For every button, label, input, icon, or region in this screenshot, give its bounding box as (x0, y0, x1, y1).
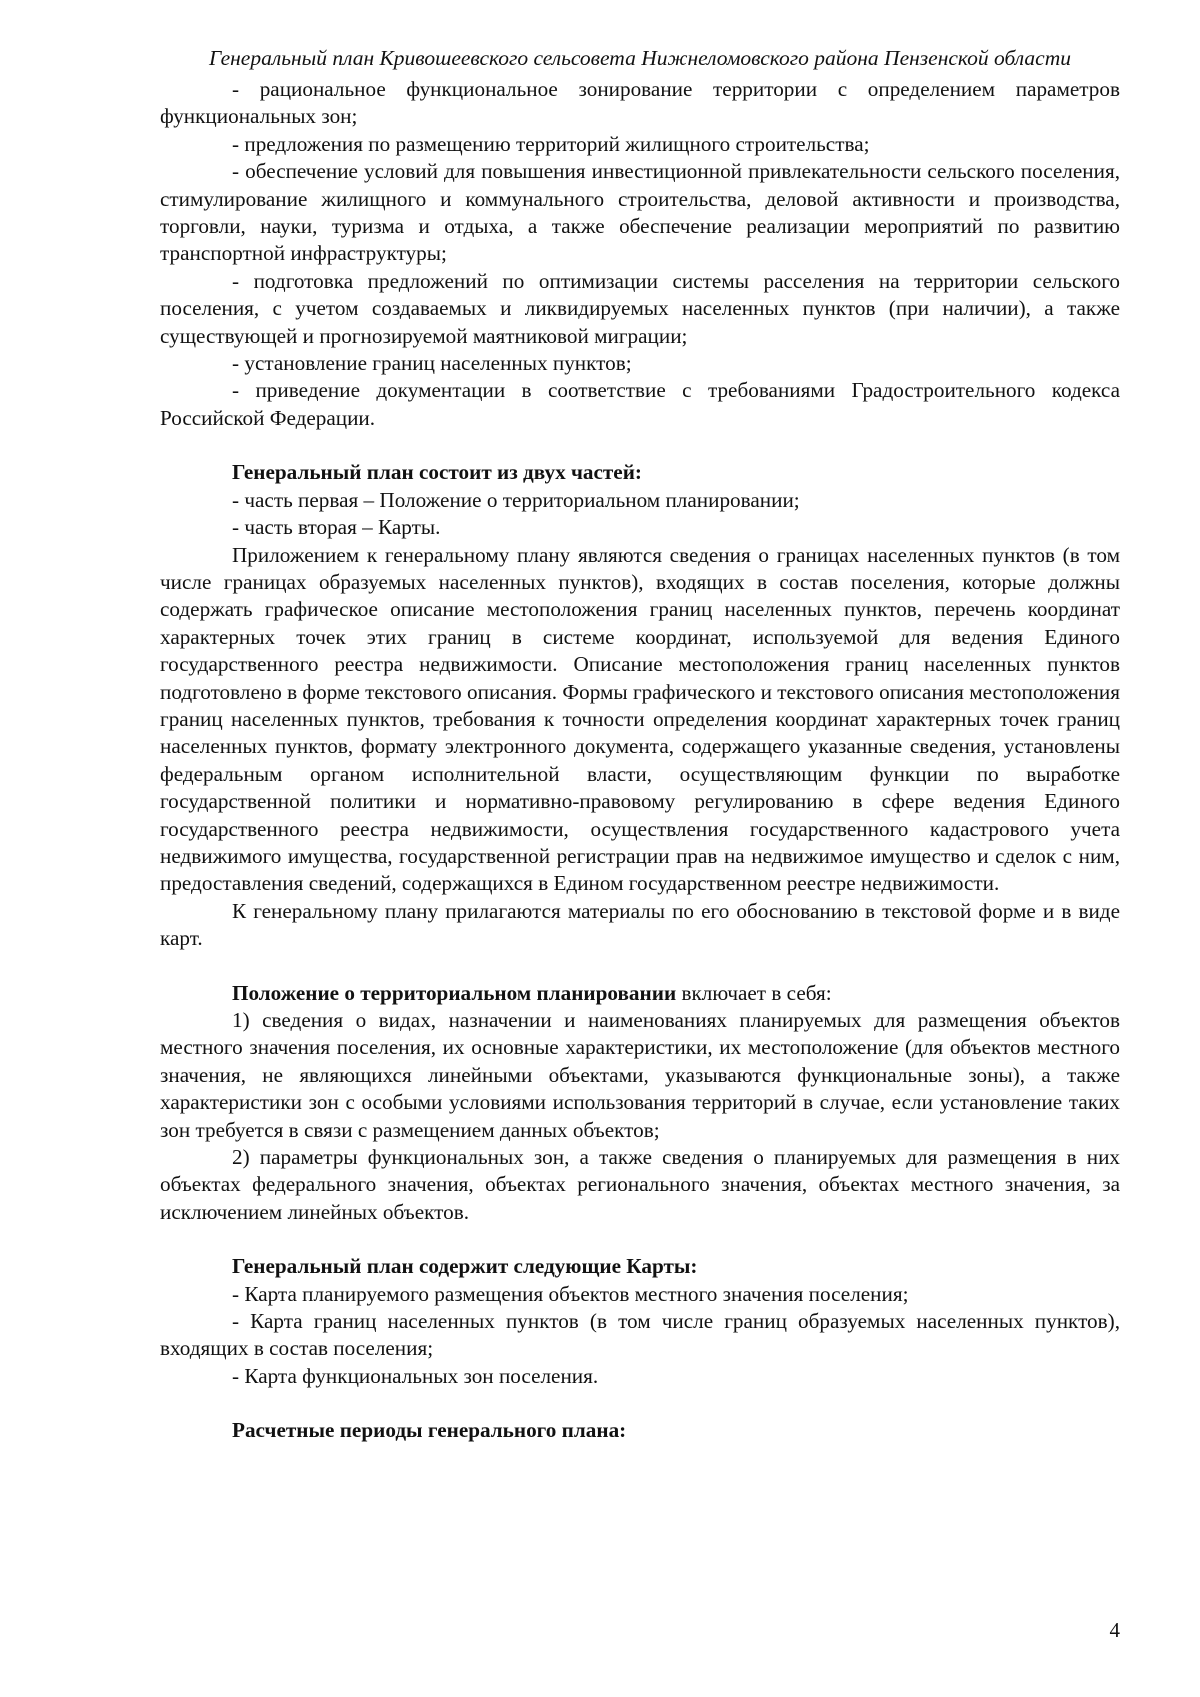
spacer (160, 953, 1120, 980)
list-item: - приведение документации в соответствие с требованиями Градостроительного кодекса Российской Федерации. (160, 378, 1120, 430)
list-item: - Карта границ населенных пунктов (в том числе границ образуемых населенных пунктов), входящих в состав поселения; (160, 1309, 1120, 1361)
section-heading-periods: Расчетные периоды генерального плана: (232, 1418, 627, 1443)
body-paragraph: К генеральному плану прилагаются материалы по его обоснованию в текстовой форме и в виде карт. (160, 898, 1120, 951)
list-item: - установление границ населенных пунктов; (232, 351, 632, 376)
list-item: 2) параметры функциональных зон, а также сведения о планируемых для размещения в них объектах федерального значения, объектах регионального значения, объектах местного значения, за исключением линейных объектов. (160, 1145, 1120, 1224)
spacer (160, 1226, 1120, 1253)
spacer (160, 1390, 1120, 1417)
section-heading-maps: Генеральный план содержит следующие Карты: (232, 1254, 698, 1279)
list-item: - часть первая – Положение о территориальном планировании; (232, 487, 800, 512)
list-item: - Карта функциональных зон поселения. (232, 1363, 599, 1388)
list-item: - обеспечение условий для повышения инвестиционной привлекательности сельского поселения, стимулирование жилищного и коммунального строительства, деловой активности и производства, торговли, науки, туризма и отдыха, а также обеспечение реализации мероприятий по развитию транспортной инфраструктуры; (160, 159, 1120, 266)
section-heading-provisions (160, 980, 1120, 1007)
section-heading-bold: Положение о территориальном планировании (232, 980, 677, 1005)
body-paragraph: Приложением к генеральному плану являются сведения о границах населенных пунктов (в том числе границах образуемых населенных пунктов), входящих в состав поселения, которые должны содержать графическое описание местоположения границ населенных пунктов, перечень координат характерных точек этих границ в системе координат, используемой для ведения Единого государственного реестра недвижимости. Описание местоположения границ населенных пунктов подготовлено в форме текстового описания. Формы графического и текстового описания местоположения границ населенных пунктов, требования к точности определения координат характерных точек границ населенных пунктов, формату электронного документа, содержащего указанные сведения, установлены федеральным органом исполнительной власти, осуществляющим функции по выработке государственной политики и нормативно-правовому регулированию в сфере ведения Единого государственного реестра недвижимости, осуществления государственного кадастрового учета недвижимого имущества, государственной регистрации прав на недвижимое имущество и сделок с ним, предоставления сведений, содержащихся в Едином государственном реестре недвижимости. (160, 542, 1120, 896)
spacer (160, 432, 1120, 459)
list-item: 1) сведения о видах, назначении и наименованиях планируемых для размещения объектов местного значения поселения, их основные характеристики, их местоположение (для объектов местного значения, не являющихся линейными объектами, указываются функциональные зоны), а также характеристики зон с особыми условиями использования территорий в случае, если установление таких зон требуется в связи с размещением данных объектов; (160, 1008, 1120, 1142)
list-item: - подготовка предложений по оптимизации системы расселения на территории сельского поселения, с учетом создаваемых и ликвидируемых населенных пунктов (при наличии), а также существующей и прогнозируемой маятниковой миграции; (160, 268, 1120, 348)
document-page (160, 44, 1120, 1445)
running-header: Генеральный план Кривошеевского сельсовета Нижнеломовского района Пензенской области (208, 46, 1071, 70)
list-item: - рациональное функциональное зонирование территории с определением параметров функциональных зон; (160, 77, 1120, 129)
list-item: - предложения по размещению территорий жилищного строительства; (232, 131, 870, 156)
list-item: - часть вторая – Карты. (232, 515, 441, 540)
list-item: - Карта планируемого размещения объектов местного значения поселения; (232, 1281, 909, 1306)
section-heading-rest: включает в себя: (676, 980, 832, 1005)
section-heading-parts: Генеральный план состоит из двух частей: (232, 460, 642, 485)
page-number: 4 (1109, 1618, 1120, 1642)
